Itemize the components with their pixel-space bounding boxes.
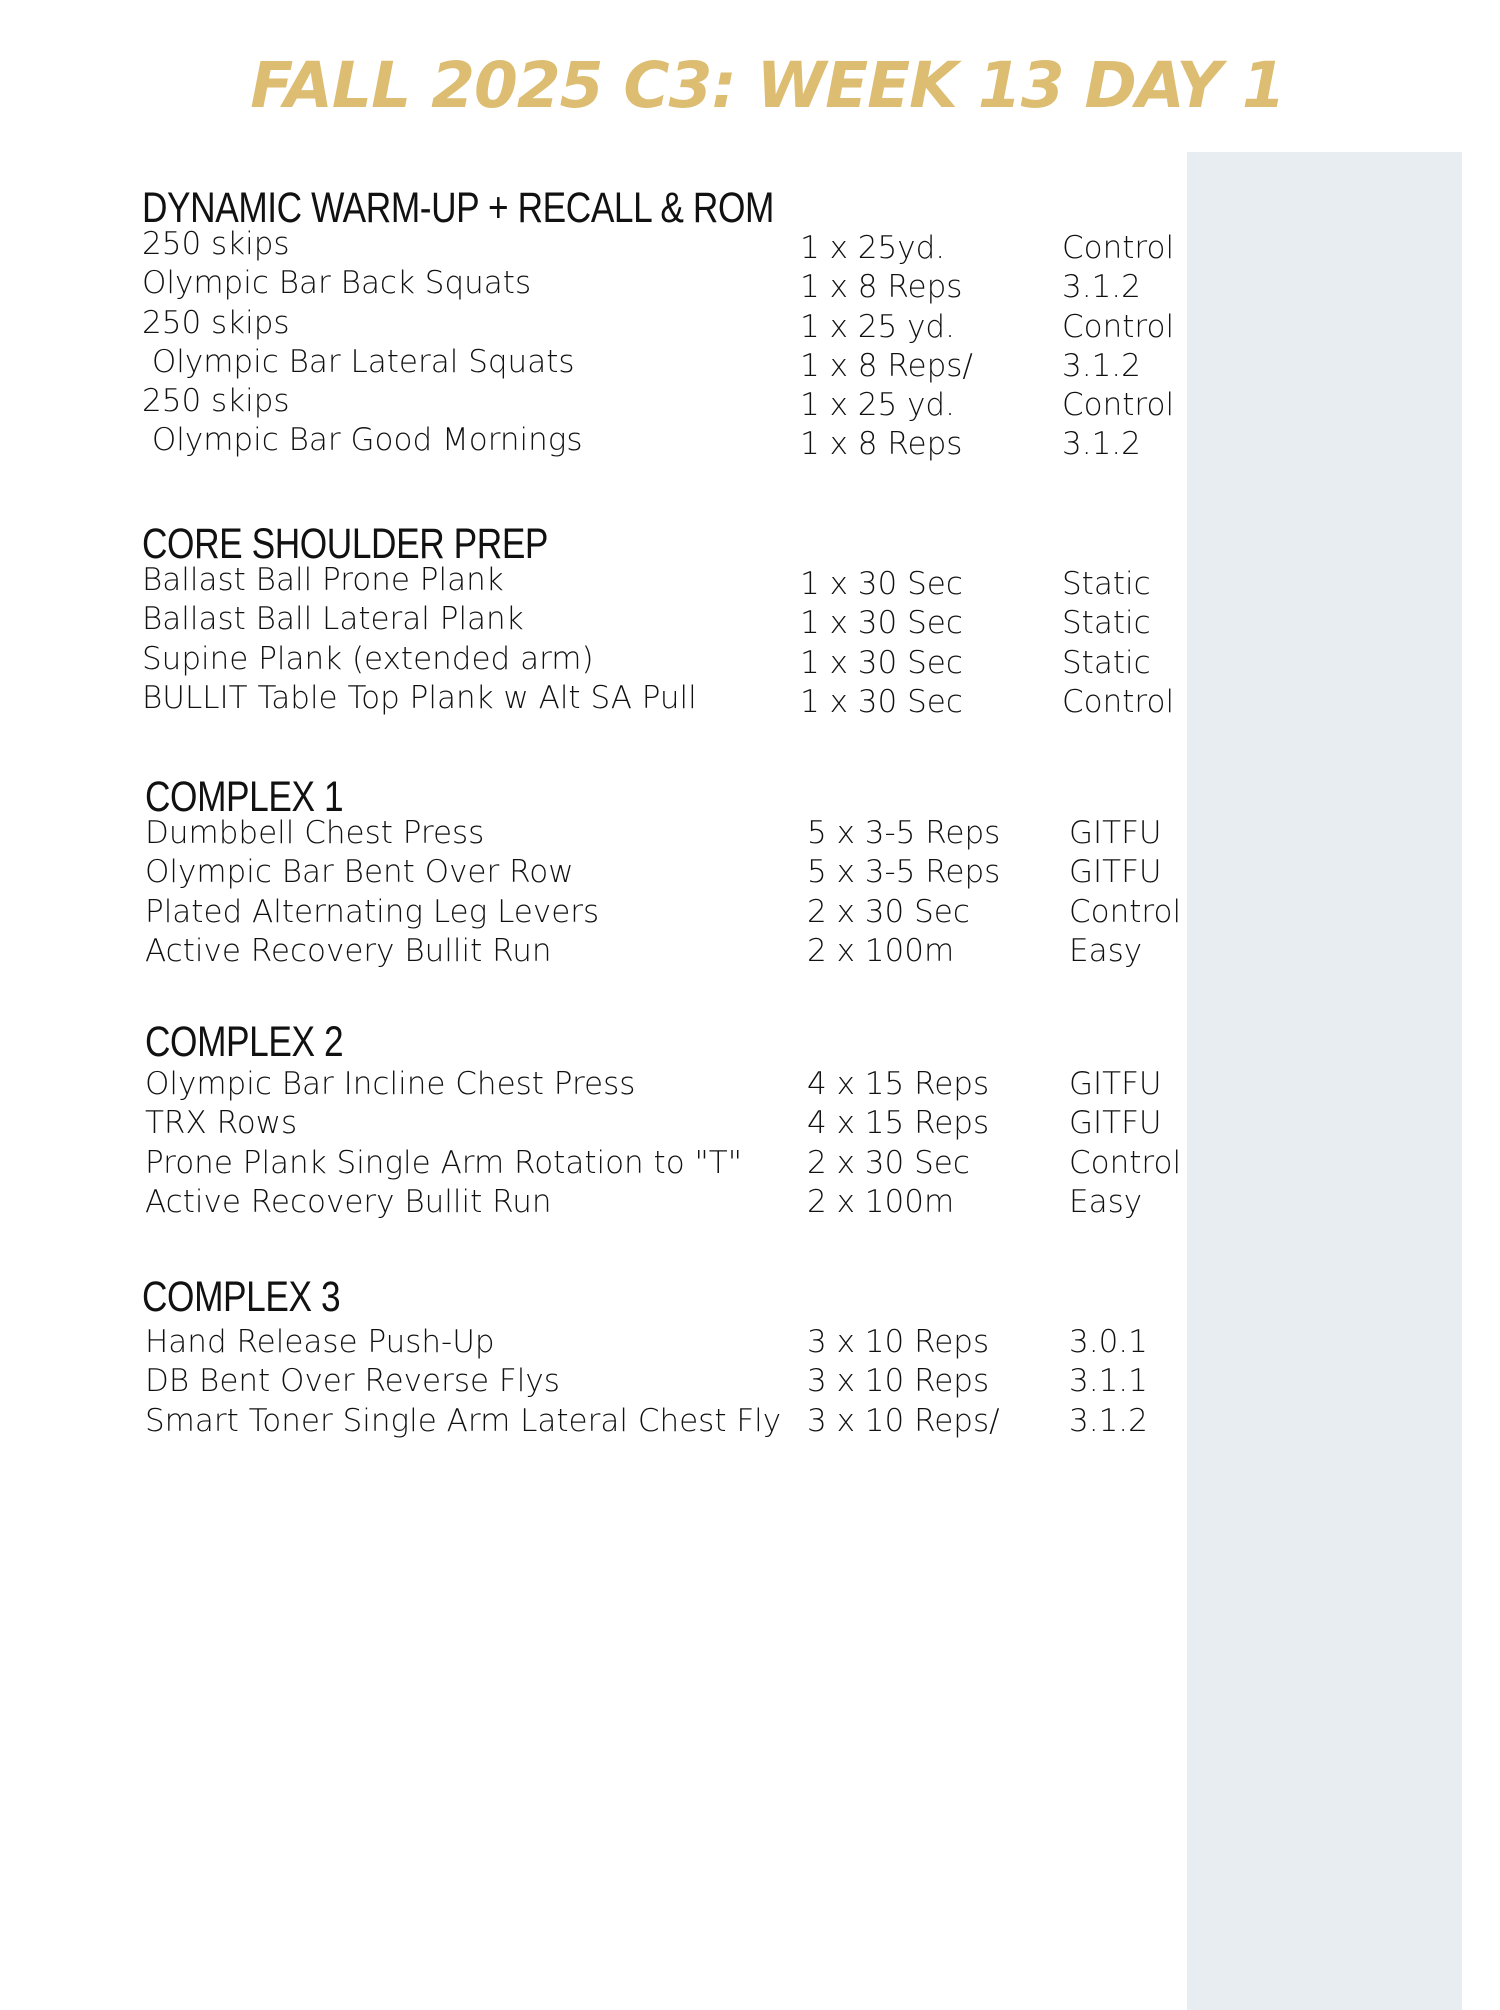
exercise-tempo: Control (1062, 387, 1175, 424)
exercise-tempo: Static (1062, 605, 1151, 642)
exercise-tempo: 3.1.2 (1062, 269, 1141, 306)
exercise-row (145, 1065, 1162, 1104)
exercise-name: 250 skips (142, 304, 290, 341)
exercise-volume: 2 x 30 Sec (807, 893, 970, 930)
exercise-volume: 1 x 30 Sec (800, 644, 963, 681)
exercise-row (142, 600, 1151, 642)
exercise-volume: 1 x 30 Sec (800, 566, 963, 602)
exercise-name: Smart Toner Single Arm Lateral Chest Fly (145, 1402, 782, 1439)
section-heading: COMPLEX 1 (145, 773, 344, 821)
exercise-volume: 1 x 30 Sec (800, 605, 963, 642)
exercise-row (142, 304, 1175, 345)
exercise-tempo: GITFU (1069, 1105, 1162, 1142)
exercise-volume: 1 x 25 yd. (800, 308, 955, 345)
exercise-tempo: Easy (1069, 932, 1143, 969)
exercise-volume: 2 x 100m (807, 1183, 955, 1220)
exercise-name: Olympic Bar Good Mornings (142, 422, 583, 459)
section-heading: COMPLEX 3 (142, 1273, 341, 1321)
exercise-volume: 1 x 8 Reps (800, 426, 963, 463)
exercise-name: Active Recovery Bullit Run (145, 1183, 552, 1220)
exercise-volume: 3 x 10 Reps (807, 1363, 990, 1400)
exercise-volume: 1 x 25yd. (800, 230, 946, 266)
exercise-row (142, 382, 1175, 424)
exercise-row (145, 932, 1143, 971)
exercise-tempo: 3.1.2 (1062, 426, 1141, 463)
exercise-tempo: Static (1062, 644, 1151, 681)
section-complex-3 (142, 1272, 1148, 1441)
section-heading: DYNAMIC WARM-UP + RECALL & ROM (142, 184, 774, 232)
exercise-volume: 2 x 30 Sec (807, 1144, 970, 1181)
exercise-tempo: Static (1062, 566, 1151, 602)
exercise-row (142, 1323, 1148, 1362)
exercise-row (145, 1104, 1162, 1143)
section-dynamic-warm-up (142, 183, 1175, 463)
exercise-name: BULLIT Table Top Plank w Alt SA Pull (142, 679, 697, 716)
exercise-volume: 4 x 15 Reps (807, 1066, 990, 1102)
exercise-name: Active Recovery Bullit Run (145, 932, 552, 969)
exercise-row (145, 893, 1182, 932)
exercise-row (142, 640, 1151, 681)
exercise-tempo: GITFU (1069, 854, 1162, 891)
exercise-tempo: GITFU (1069, 1066, 1162, 1102)
exercise-name: 250 skips (142, 383, 290, 420)
exercise-row (145, 814, 1162, 853)
exercise-name: Ballast Ball Prone Plank (142, 562, 504, 598)
exercise-tempo: Control (1062, 230, 1175, 266)
exercise-row (142, 225, 1175, 266)
exercise-name: Ballast Ball Lateral Plank (142, 601, 524, 638)
exercise-row (142, 1402, 1148, 1441)
section-complex-2 (145, 1017, 1182, 1222)
page-title: FALL 2025 C3: WEEK 13 DAY 1 (250, 49, 1285, 122)
exercise-name: 250 skips (142, 226, 290, 262)
exercise-name: Olympic Bar Bent Over Row (145, 854, 574, 891)
exercise-name: Dumbbell Chest Press (145, 815, 485, 851)
exercise-name: Olympic Bar Lateral Squats (142, 343, 575, 380)
exercise-tempo: GITFU (1069, 815, 1162, 851)
exercise-volume: 5 x 3-5 Reps (807, 854, 1001, 891)
exercise-tempo: 3.1.1 (1069, 1363, 1148, 1400)
exercise-tempo: 3.1.2 (1069, 1402, 1148, 1439)
exercise-tempo: Control (1062, 308, 1175, 345)
exercise-volume: 5 x 3-5 Reps (807, 815, 1001, 851)
exercise-name: Prone Plank Single Arm Rotation to "T" (145, 1144, 742, 1181)
exercise-tempo: 3.1.2 (1062, 347, 1141, 384)
exercise-name: Hand Release Push-Up (145, 1324, 495, 1360)
exercise-tempo: Control (1069, 1144, 1182, 1181)
section-heading: COMPLEX 2 (145, 1018, 344, 1066)
notes-panel (1187, 152, 1462, 2010)
exercise-name: Supine Plank (extended arm) (142, 640, 594, 677)
exercise-row (142, 679, 1175, 720)
exercise-volume: 3 x 10 Reps (807, 1324, 990, 1360)
exercise-tempo: Control (1069, 893, 1182, 930)
exercise-volume: 2 x 100m (807, 932, 955, 969)
exercise-row (145, 1144, 1182, 1183)
section-core-shoulder-prep (142, 519, 1175, 720)
exercise-row (142, 264, 1141, 306)
exercise-row (145, 853, 1162, 892)
exercise-name: Plated Alternating Leg Levers (145, 893, 600, 930)
exercise-tempo: Control (1062, 683, 1175, 720)
exercise-volume: 1 x 25 yd. (800, 387, 955, 424)
exercise-row (142, 343, 1141, 384)
exercise-volume: 4 x 15 Reps (807, 1105, 990, 1142)
exercise-tempo: 3.0.1 (1069, 1324, 1148, 1360)
exercise-volume: 1 x 8 Reps/ (800, 347, 973, 384)
exercise-volume: 1 x 8 Reps (800, 269, 963, 306)
exercise-row (145, 1183, 1143, 1222)
section-complex-1 (145, 772, 1182, 971)
exercise-name: DB Bent Over Reverse Flys (145, 1363, 560, 1400)
exercise-volume: 3 x 10 Reps/ (807, 1402, 1000, 1439)
exercise-name: TRX Rows (145, 1105, 298, 1142)
exercise-name: Olympic Bar Incline Chest Press (145, 1066, 636, 1102)
exercise-name: Olympic Bar Back Squats (142, 265, 532, 302)
exercise-volume: 1 x 30 Sec (800, 683, 963, 720)
exercise-row (142, 1362, 1148, 1401)
exercise-tempo: Easy (1069, 1183, 1143, 1220)
exercise-row (142, 421, 1141, 463)
exercise-row (142, 561, 1151, 602)
section-heading: CORE SHOULDER PREP (142, 520, 549, 568)
